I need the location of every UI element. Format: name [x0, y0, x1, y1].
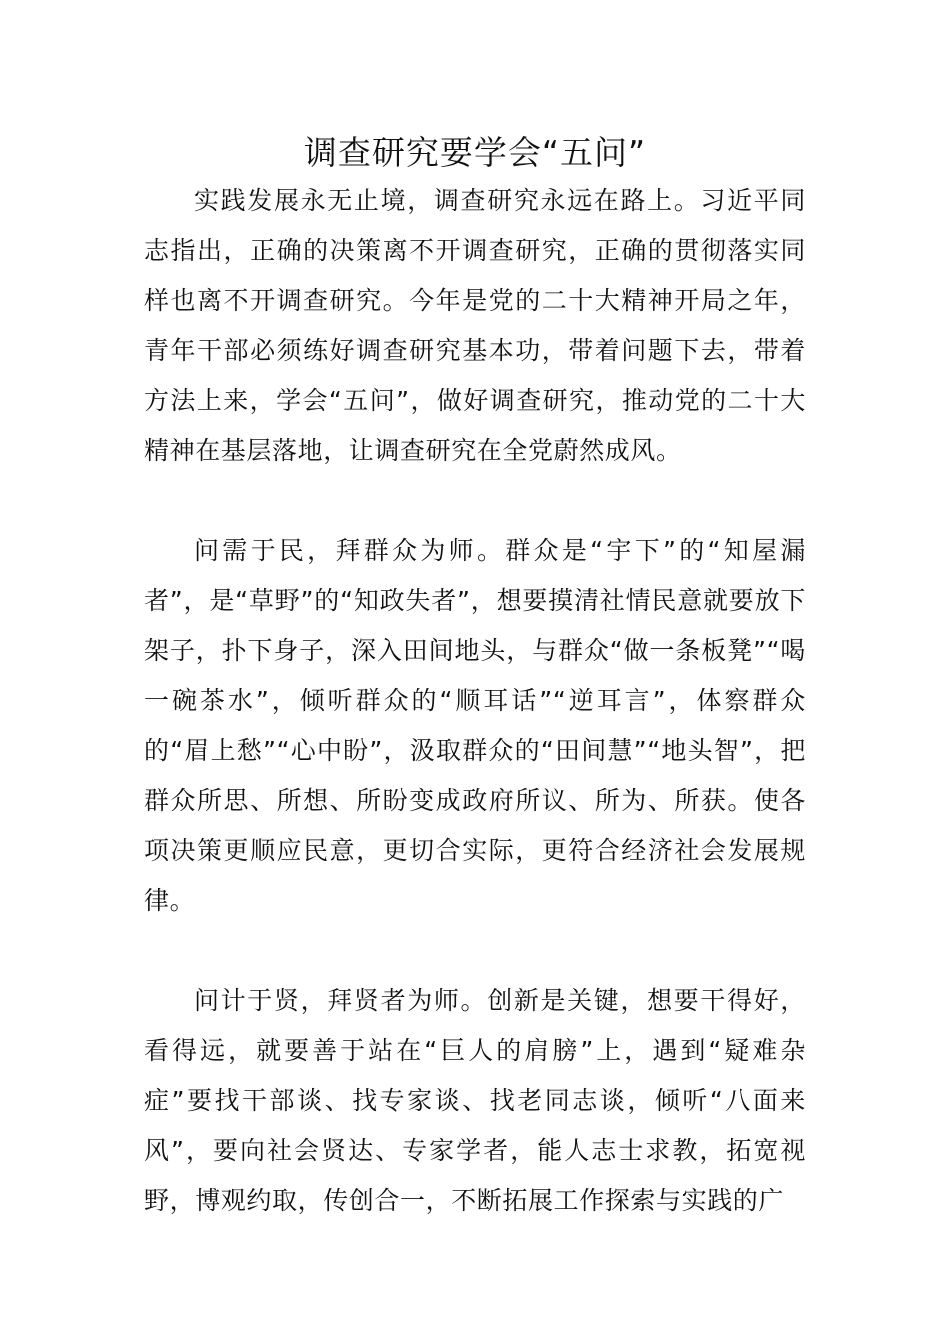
document-title: 调查研究要学会“五问” — [303, 133, 647, 172]
document-body — [144, 176, 806, 1226]
paragraph: 问计于贤，拜贤者为师。创新是关键，想要干得好，看得远，就要善于站在“巨人的肩膀”上，遇到“疑难杂症”要找干部谈、找专家谈、找老同志谈，倾听“八面来风”，要向社会贤达、专家学者，能人志士求教，拓宽视野，博观约取，传创合一，不断拓展工作探索与实践的广 — [144, 986, 806, 1215]
paragraph: 实践发展永无止境，调查研究永远在路上。习近平同志指出，正确的决策离不开调查研究，正确的贯彻落实同样也离不开调查研究。今年是党的二十大精神开局之年，青年干部必须练好调查研究基本功，带着问题下去，带着方法上来，学会“五问”，做好调查研究，推动党的二十大精神在基层落地，让调查研究在全党蔚然成风。 — [144, 186, 806, 465]
paragraph: 问需于民，拜群众为师。群众是“宇下”的“知屋漏者”，是“草野”的“知政失者”，想要摸清社情民意就要放下架子，扑下身子，深入田间地头，与群众“做一条板凳”“喝一碗茶水”，倾听群众的“顺耳话”“逆耳言”，体察群众的“眉上愁”“心中盼”，汲取群众的“田间慧”“地头智”，把群众所思、所想、所盼变成政府所议、所为、所获。使各项决策更顺应民意，更切合实际，更符合经济社会发展规律。 — [144, 536, 806, 915]
